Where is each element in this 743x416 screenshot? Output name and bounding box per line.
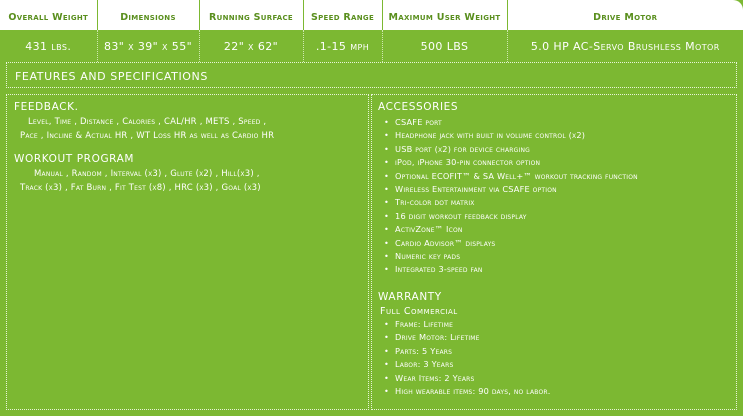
list-item: • Integrated 3-speed fan bbox=[384, 263, 730, 276]
list-item: • Drive Motor: Lifetime bbox=[384, 331, 730, 344]
list-item: • CSAFE port bbox=[384, 116, 730, 129]
feedback-title: FEEDBACK. bbox=[14, 101, 79, 113]
spec-header-max-user-weight: Maximum User Weight bbox=[382, 0, 507, 30]
list-item: • ActivZone™ Icon bbox=[384, 223, 730, 236]
feedback-line: Pace , Incline & Actual HR , WT Loss HR as well as Cardio HR bbox=[20, 130, 275, 141]
specs-table bbox=[0, 0, 743, 62]
list-item: • Labor: 3 Years bbox=[384, 358, 730, 371]
list-item: • USB port (x2) for device charging bbox=[384, 143, 730, 156]
accessories-title: ACCESSORIES bbox=[378, 101, 459, 113]
list-item: • High wearable items: 90 days, no labor. bbox=[384, 385, 730, 398]
spec-header-drive-motor: Drive Motor bbox=[507, 0, 743, 30]
warranty-subtitle: Full Commercial bbox=[380, 305, 458, 317]
list-item: • Optional ECOFIT™ & SA Well+™ workout tracking function bbox=[384, 170, 730, 183]
feedback-line: Level, Time , Distance , Calories , CAL/HR , METS , Speed , bbox=[28, 117, 267, 127]
features-right-panel bbox=[371, 94, 737, 410]
list-item: • iPod, iPhone 30-pin connector option bbox=[384, 156, 730, 169]
accessories-list bbox=[378, 116, 730, 277]
workout-line: Track (x3) , Fat Burn , Fit Test (x8) , HRC (x3) , Goal (x3) bbox=[20, 182, 261, 193]
list-item: • Headphone jack with built in volume control (x2) bbox=[384, 129, 730, 142]
spec-value-drive-motor: 5.0 HP AC-Servo Brushless Motor bbox=[530, 39, 720, 53]
list-item: • Parts: 5 Years bbox=[384, 345, 730, 358]
list-item: • Numeric key pads bbox=[384, 250, 730, 263]
spec-header-speed-range: Speed Range bbox=[303, 0, 382, 30]
spec-value-dimensions: 83" x 39" x 55" bbox=[97, 30, 199, 62]
workout-program-title: WORKOUT PROGRAM bbox=[14, 153, 135, 165]
list-item: • Wear Items: 2 Years bbox=[384, 372, 730, 385]
spec-value-max-user-weight: 500 LBS bbox=[382, 30, 507, 62]
list-item: • Wireless Entertainment via CSAFE option bbox=[384, 183, 730, 196]
list-item: • 16 digit workout feedback display bbox=[384, 210, 730, 223]
warranty-title: WARRANTY bbox=[378, 290, 442, 303]
specs-value-row bbox=[0, 30, 743, 62]
spec-header-dimensions: Dimensions bbox=[97, 0, 199, 30]
spec-header-running-surface: Running Surface bbox=[199, 0, 303, 30]
features-section-title: FEATURES AND SPECIFICATIONS bbox=[6, 62, 737, 88]
features-left-panel bbox=[6, 94, 369, 410]
list-item: • Cardio Advisor™ displays bbox=[384, 237, 730, 250]
spec-value-running-surface: 22" x 62" bbox=[199, 30, 303, 62]
feedback-list bbox=[14, 116, 362, 143]
specs-header-row bbox=[0, 0, 743, 30]
list-item: • Tri-color dot matrix bbox=[384, 196, 730, 209]
spec-value-overall-weight: 431 lbs. bbox=[0, 30, 97, 62]
workout-program-list bbox=[14, 168, 362, 195]
spec-header-overall-weight: Overall Weight bbox=[0, 0, 97, 30]
list-item: • Frame: Lifetime bbox=[384, 318, 730, 331]
warranty-list bbox=[378, 318, 730, 398]
workout-line: Manual , Random , Interval (x3) , Glute (x2) , Hill(x3) , bbox=[34, 169, 260, 179]
spec-value-speed-range: .1-15 mph bbox=[303, 30, 382, 62]
